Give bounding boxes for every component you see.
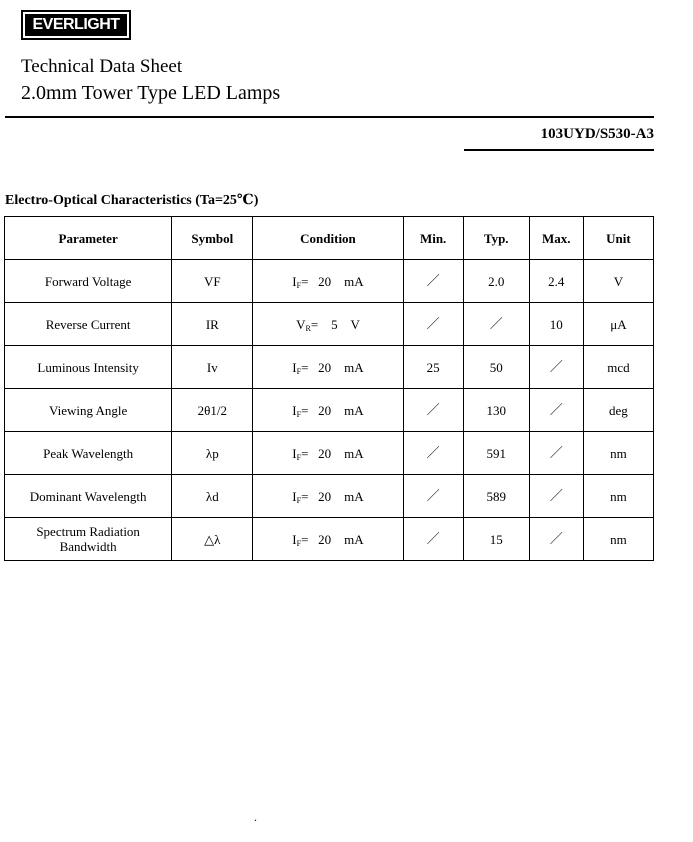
cell-max: ／ — [529, 389, 583, 432]
cell-symbol: △λ — [172, 518, 253, 561]
cell-parameter: Reverse Current — [5, 303, 172, 346]
cell-typ: 15 — [463, 518, 529, 561]
cell-typ: 50 — [463, 346, 529, 389]
header-symbol: Symbol — [172, 217, 253, 260]
cell-parameter: Forward Voltage — [5, 260, 172, 303]
cell-symbol: IR — [172, 303, 253, 346]
table-row — [5, 475, 654, 518]
cell-min: ／ — [403, 303, 463, 346]
cell-max: 2.4 — [529, 260, 583, 303]
condition-variable: I — [292, 359, 297, 375]
section-title: Electro-Optical Characteristics (Ta=25℃) — [5, 193, 259, 208]
condition-subscript: F — [296, 538, 302, 548]
cell-condition — [253, 260, 403, 303]
cell-min: ／ — [403, 432, 463, 475]
cell-unit: deg — [583, 389, 653, 432]
cell-unit: nm — [583, 475, 653, 518]
cell-unit: nm — [583, 518, 653, 561]
cell-symbol: 2θ1/2 — [172, 389, 253, 432]
cell-condition — [253, 475, 403, 518]
cell-typ: 130 — [463, 389, 529, 432]
cell-condition — [253, 432, 403, 475]
part-number-underline — [464, 149, 654, 151]
cell-min: ／ — [403, 389, 463, 432]
cell-min: ／ — [403, 518, 463, 561]
condition-variable: I — [292, 273, 297, 289]
cell-max: ／ — [529, 475, 583, 518]
condition-value: = 20 mA — [301, 359, 364, 375]
header-unit: Unit — [583, 217, 653, 260]
table-row — [5, 303, 654, 346]
header-condition: Condition — [253, 217, 403, 260]
header-typ: Typ. — [463, 217, 529, 260]
everlight-logo — [21, 10, 131, 40]
cell-parameter: Peak Wavelength — [5, 432, 172, 475]
table-row — [5, 260, 654, 303]
condition-subscript: F — [296, 495, 302, 505]
cell-max: 10 — [529, 303, 583, 346]
condition-subscript: F — [296, 452, 302, 462]
header-min: Min. — [403, 217, 463, 260]
cell-condition — [253, 389, 403, 432]
logo-text: EVERLIGHT — [25, 14, 127, 36]
cell-parameter: Luminous Intensity — [5, 346, 172, 389]
table-row — [5, 389, 654, 432]
cell-min: ／ — [403, 475, 463, 518]
cell-unit: mcd — [583, 346, 653, 389]
cell-unit: V — [583, 260, 653, 303]
condition-subscript: F — [296, 280, 302, 290]
cell-min: 25 — [403, 346, 463, 389]
table-row — [5, 346, 654, 389]
condition-variable: V — [296, 316, 306, 332]
electro-optical-table — [4, 216, 654, 561]
cell-condition — [253, 518, 403, 561]
table-body — [5, 260, 654, 561]
cell-symbol: VF — [172, 260, 253, 303]
cell-parameter: Spectrum Radiation Bandwidth — [5, 518, 172, 561]
cell-typ: 589 — [463, 475, 529, 518]
cell-max: ／ — [529, 432, 583, 475]
document-type: Technical Data Sheet — [21, 56, 183, 77]
table-row — [5, 518, 654, 561]
cell-min: ／ — [403, 260, 463, 303]
cell-typ: 2.0 — [463, 260, 529, 303]
condition-subscript: F — [296, 409, 302, 419]
condition-variable: I — [292, 531, 297, 547]
condition-subscript: F — [296, 366, 302, 376]
condition-value: = 20 mA — [301, 531, 364, 547]
cell-parameter: Viewing Angle — [5, 389, 172, 432]
cell-symbol: λd — [172, 475, 253, 518]
table-header-row — [5, 217, 654, 260]
header-max: Max. — [529, 217, 583, 260]
cell-unit: μA — [583, 303, 653, 346]
cell-parameter: Dominant Wavelength — [5, 475, 172, 518]
table-row — [5, 432, 654, 475]
condition-value: = 5 V — [310, 316, 360, 332]
condition-value: = 20 mA — [301, 273, 364, 289]
cell-unit: nm — [583, 432, 653, 475]
cell-symbol: λp — [172, 432, 253, 475]
header-divider — [5, 116, 654, 118]
condition-variable: I — [292, 402, 297, 418]
condition-value: = 20 mA — [301, 488, 364, 504]
cell-typ: ／ — [463, 303, 529, 346]
condition-subscript: R — [305, 323, 311, 333]
footer-mark: . — [254, 810, 257, 824]
header-parameter: Parameter — [5, 217, 172, 260]
condition-variable: I — [292, 445, 297, 461]
cell-condition — [253, 346, 403, 389]
product-title: 2.0mm Tower Type LED Lamps — [21, 82, 281, 104]
cell-max: ／ — [529, 518, 583, 561]
condition-value: = 20 mA — [301, 402, 364, 418]
cell-max: ／ — [529, 346, 583, 389]
cell-condition — [253, 303, 403, 346]
part-number: 103UYD/S530-A3 — [540, 126, 654, 142]
cell-typ: 591 — [463, 432, 529, 475]
cell-symbol: Iv — [172, 346, 253, 389]
condition-value: = 20 mA — [301, 445, 364, 461]
condition-variable: I — [292, 488, 297, 504]
